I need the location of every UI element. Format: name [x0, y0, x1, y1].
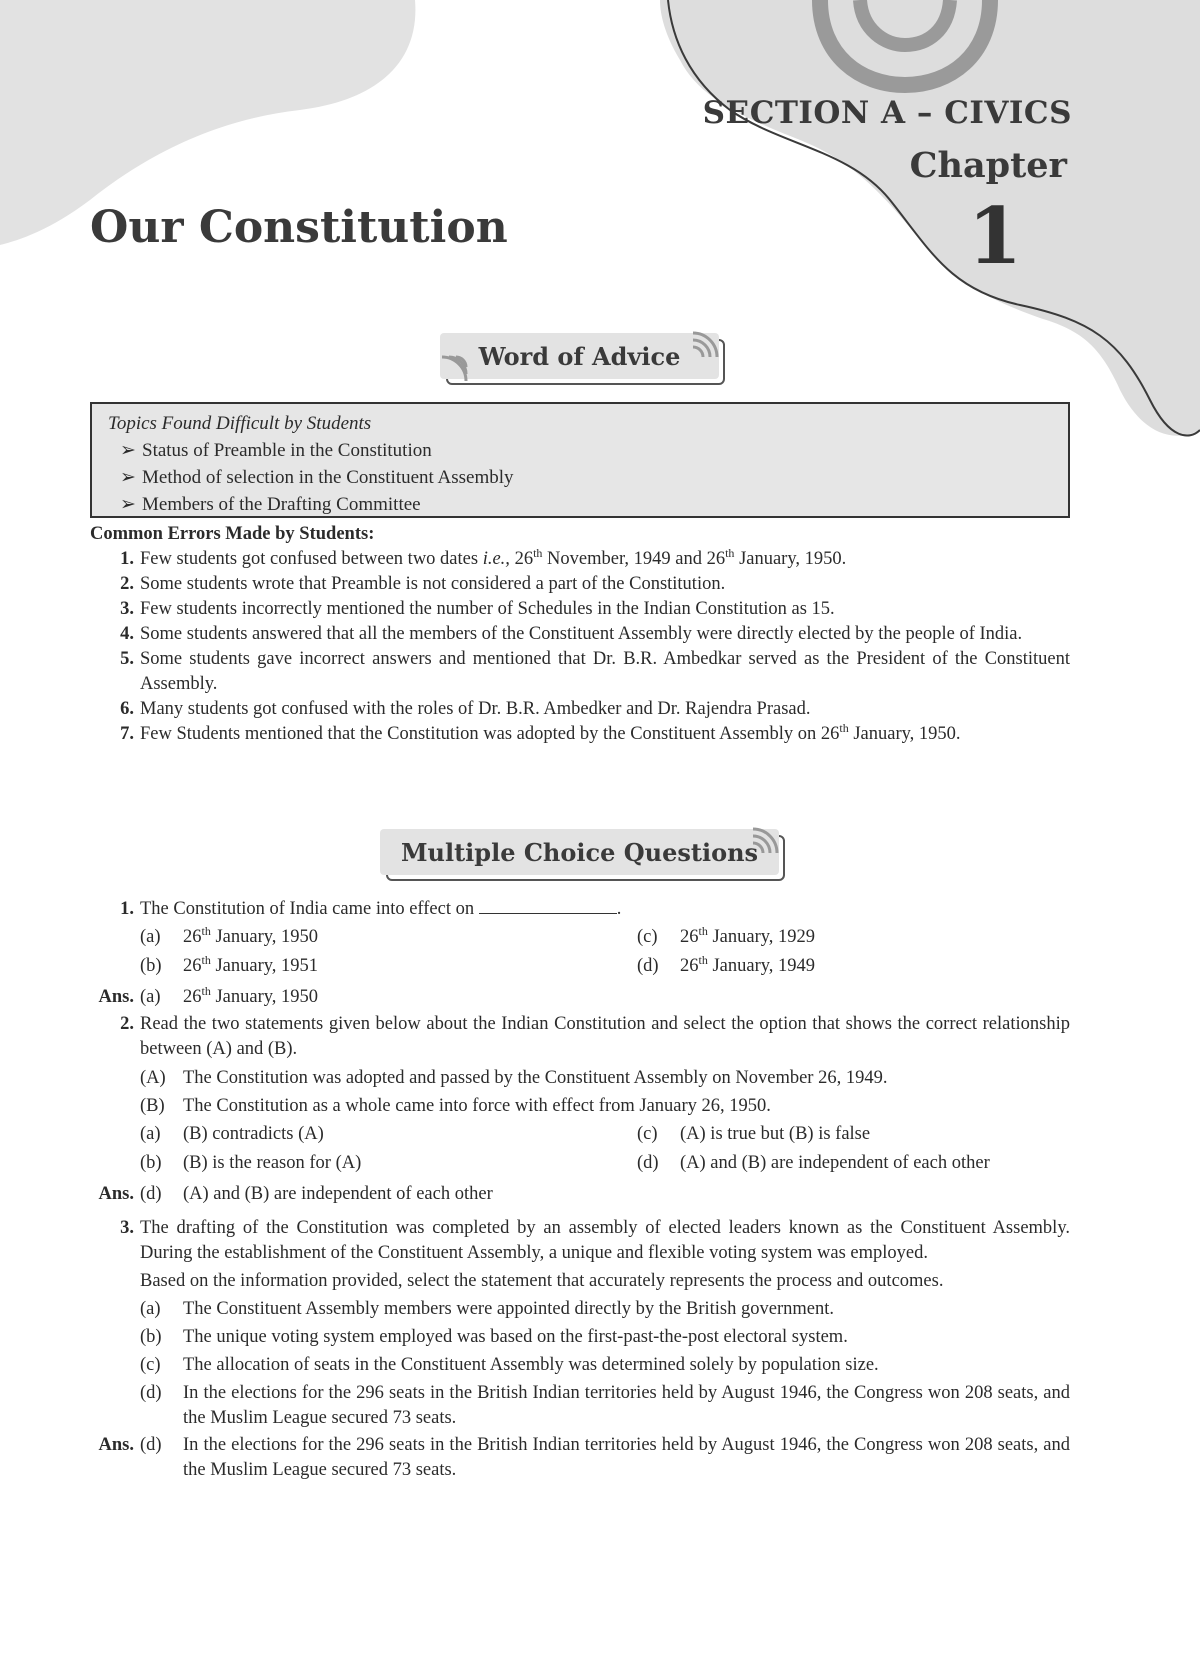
topic-item: ➢ Method of selection in the Constituent Assembly	[108, 464, 1052, 491]
signal-waves-icon	[438, 353, 468, 383]
word-of-advice-banner	[440, 333, 725, 385]
option: (d) 26th January, 1949	[637, 952, 816, 976]
error-item: 1. Few students got confused between two dates i.e., 26th November, 1949 and 26th January, 1950.	[120, 545, 847, 569]
topic-item: ➢ Status of Preamble in the Constitution	[108, 437, 1052, 464]
error-item: 2. Some students wrote that Preamble is not considered a part of the Constitution.	[120, 574, 726, 594]
error-item: 5. Some students gave incorrect answers and mentioned that Dr. B.R. Ambedkar served as the President of the Constituent Assembly.	[120, 649, 1070, 694]
arrow-bullet-icon: ➢	[120, 467, 136, 488]
option: (c) 26th January, 1929	[637, 923, 816, 947]
page-title: Our Constitution	[90, 202, 508, 253]
arrow-bullet-icon: ➢	[120, 494, 136, 515]
answer-row: Ans. (a) 26th January, 1950	[98, 983, 319, 1007]
chapter-label: Chapter	[909, 145, 1067, 186]
common-errors-heading: Common Errors Made by Students:	[90, 524, 375, 544]
option: (b) (B) is the reason for (A)	[140, 1153, 362, 1173]
arrow-bullet-icon: ➢	[120, 440, 136, 461]
statement: (B) The Constitution as a whole came into force with effect from January 26, 1950.	[140, 1096, 771, 1116]
banner-title: Multiple Choice Questions	[380, 829, 779, 875]
topic-item: ➢ Members of the Drafting Committee	[108, 491, 1052, 518]
chapter-number: 1	[967, 191, 1022, 282]
mcq-banner	[380, 829, 785, 881]
error-item: 7. Few Students mentioned that the Constitution was adopted by the Constituent Assembly on 26th January, 1950.	[120, 720, 961, 744]
topics-title: Topics Found Difficult by Students	[108, 413, 372, 434]
option: (c) (A) is true but (B) is false	[637, 1124, 871, 1144]
option: (d) In the elections for the 296 seats in the British Indian territories held by August 1946, the Congress won 208 seats, and the Muslim League secured 73 seats.	[140, 1383, 1070, 1428]
signal-waves-icon	[691, 331, 721, 361]
option: (a) (B) contradicts (A)	[140, 1124, 324, 1144]
common-errors-section	[90, 522, 1070, 747]
option: (b) The unique voting system employed was based on the first-past-the-post electoral system.	[140, 1327, 848, 1347]
statement: (A) The Constitution was adopted and passed by the Constituent Assembly on November 26, 1949.	[140, 1068, 888, 1088]
option: (c) The allocation of seats in the Constituent Assembly was determined solely by population size.	[140, 1355, 879, 1375]
option: (a) The Constituent Assembly members were appointed directly by the British government.	[140, 1299, 834, 1319]
section-label: SECTION A – CIVICS	[702, 95, 1072, 131]
question-2: 2. Read the two statements given below about the Indian Constitution and select the option that shows the correct relationship between (A) and (B). (A) The Constitution was adopted and passed by the Constituent Assembly on November 26, 1949. (B) The Constitution as a whole came into force with effect from January 26, 1950. (a) (B) contradicts (A) (c) (A) is true but (B) is false (b) (B) is the reason for (A) (d) (A) and (B) are independent of each other Ans. (d) (A) and (B) are independent of each other	[90, 1012, 1070, 1207]
answer-row: Ans. (d) In the elections for the 296 seats in the British Indian territories held by August 1946, the Congress won 208 seats, and the Muslim League secured 73 seats.	[98, 1435, 1070, 1480]
topics-difficult-box	[90, 402, 1070, 518]
option: (d) (A) and (B) are independent of each other	[637, 1153, 990, 1173]
question-3: 3. The drafting of the Constitution was completed by an assembly of elected leaders known as the Constituent Assembly. During the establishment of the Constituent Assembly, a unique and flexible voting system was employed. Based on the information provided, select the statement that accurately represents the process and outcomes. (a) The Constituent Assembly members were appointed directly by the British government. (b) The unique voting system employed was based on the first-past-the-post electoral system. (c) The allocation of seats in the Constituent Assembly was determined solely by population size. (d) In the elections for the 296 seats in the British Indian territories held by August 1946, the Congress won 208 seats, and the Muslim League secured 73 seats. Ans. (d) In the elections for the 296 seats in the British Indian territories held by August 1946, the Congress won 208 seats, and the Muslim League secured 73 seats.	[90, 1216, 1070, 1483]
error-item: 6. Many students got confused with the roles of Dr. B.R. Ambedker and Dr. Rajendra Prasad.	[120, 699, 811, 719]
top-right-blob	[660, 0, 1200, 436]
option: (b) 26th January, 1951	[140, 952, 319, 976]
option: (a) 26th January, 1950	[140, 923, 319, 947]
error-item: 3. Few students incorrectly mentioned the number of Schedules in the Indian Constitution as 15.	[120, 599, 835, 619]
question-1: 1. The Constitution of India came into effect on . (a) 26th January, 1950 (c) 26th January, 1929 (b) 26th January, 1951 (d) 26th January, 1949 Ans. (a) 26th January, 1950	[90, 897, 1070, 1010]
signal-waves-icon	[751, 827, 781, 857]
answer-blank	[479, 897, 617, 914]
banner-title: Word of Advice	[440, 333, 719, 379]
error-item: 4. Some students answered that all the members of the Constituent Assembly were directly elected by the people of India.	[120, 624, 1023, 644]
answer-row: Ans. (d) (A) and (B) are independent of each other	[98, 1184, 493, 1204]
